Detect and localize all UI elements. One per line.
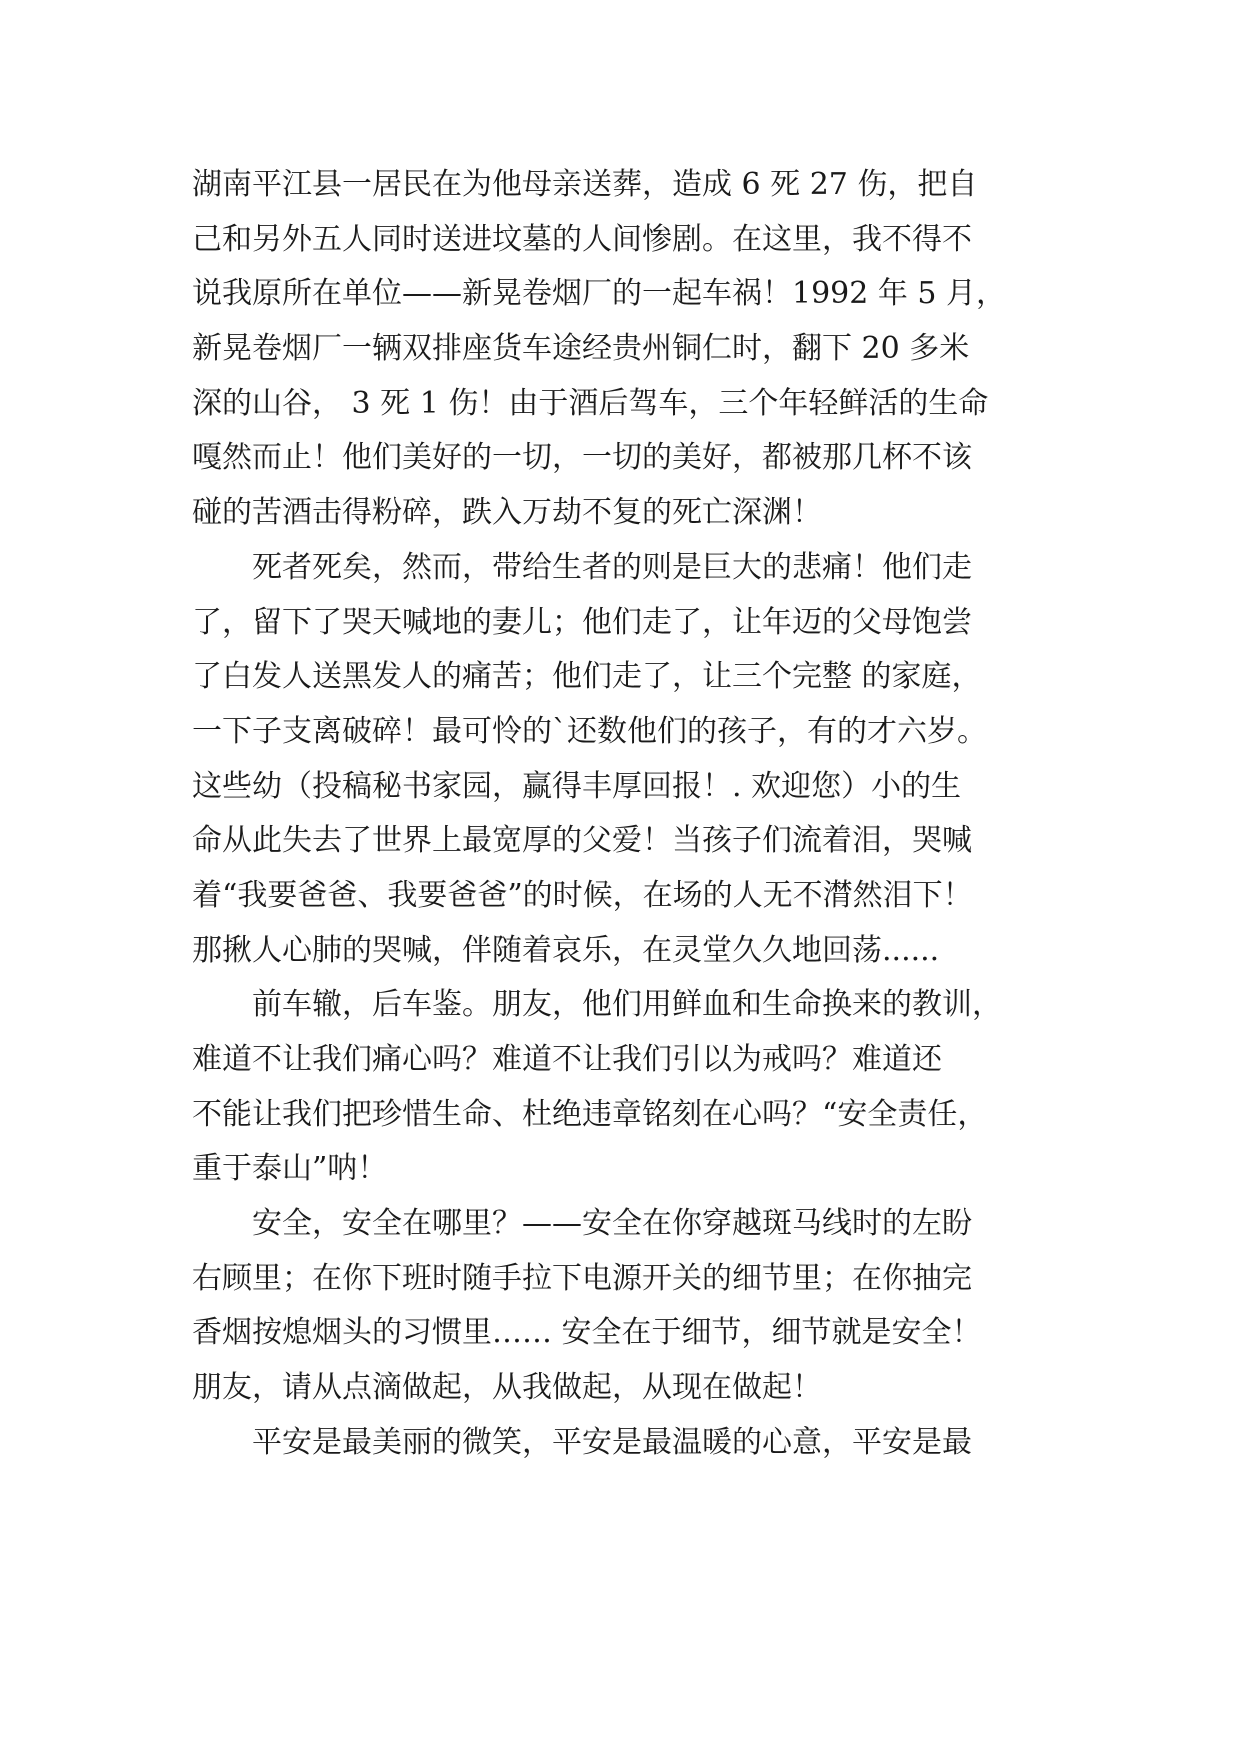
text-line: 那揪人心肺的哭喊，伴随着哀乐，在灵堂久久地回荡...... [192, 932, 940, 968]
text-line: 一下子支离破碎！最可怜的`还数他们的孩子，有的才六岁。 [192, 713, 987, 749]
text-line: 了白发人送黑发人的痛苦；他们走了，让三个完整 的家庭， [192, 659, 982, 695]
text-line: 着“我要爸爸、我要爸爸”的时候，在场的人无不潸然泪下！ [192, 877, 973, 913]
text-line: 安全，安全在哪里？——安全在你穿越斑马线时的左盼 [192, 1206, 972, 1242]
text-line: 难道不让我们痛心吗？难道不让我们引以为戒吗？难道还 [192, 1042, 942, 1077]
text-line: 右顾里；在你下班时随手拉下电源开关的细节里；在你抽完 [192, 1260, 972, 1296]
text-line: 朋友，请从点滴做起，从我做起，从现在做起！ [192, 1370, 822, 1406]
text-line: 前车辙，后车鉴。朋友，他们用鲜血和生命换来的教训， [192, 987, 1002, 1023]
text-line: 不能让我们把珍惜生命、杜绝违章铭刻在心吗？“安全责任， [192, 1096, 988, 1132]
body-text [192, 158, 1067, 1471]
text-line: 死者死矣，然而，带给生者的则是巨大的悲痛！他们走 [192, 549, 972, 585]
text-line: 了，留下了哭天喊地的妻儿；他们走了，让年迈的父母饱尝 [192, 604, 972, 640]
text-line: 碰的苦酒击得粉碎，跌入万劫不复的死亡深渊！ [192, 495, 822, 531]
text-line: 说我原所在单位——新晃卷烟厂的一起车祸！1992 年 5 月， [192, 276, 1007, 312]
text-line: 湖南平江县一居民在为他母亲送葬，造成 6 死 27 伤，把自 [192, 167, 978, 202]
text-line: 己和另外五人同时送进坟墓的人间惨剧。在这里，我不得不 [192, 221, 972, 257]
text-line: 平安是最美丽的微笑，平安是最温暖的心意，平安是最 [192, 1424, 972, 1460]
text-line: 深的山谷， 3 死 1 伤！由于酒后驾车，三个年轻鲜活的生命 [192, 385, 989, 421]
text-line: 这些幼（投稿秘书家园，赢得丰厚回报！. 欢迎您）小的生 [192, 768, 962, 804]
text-line: 香烟按熄烟头的习惯里…… 安全在于细节，细节就是安全！ [192, 1315, 982, 1351]
text-line: 新晃卷烟厂一辆双排座货车途经贵州铜仁时，翻下 20 多米 [192, 331, 970, 367]
text-line: 重于泰山”呐！ [192, 1151, 388, 1187]
text-line: 命从此失去了世界上最宽厚的父爱！当孩子们流着泪，哭喊 [192, 823, 972, 859]
text-line: 嘎然而止！他们美好的一切，一切的美好，都被那几杯不该 [192, 440, 972, 476]
